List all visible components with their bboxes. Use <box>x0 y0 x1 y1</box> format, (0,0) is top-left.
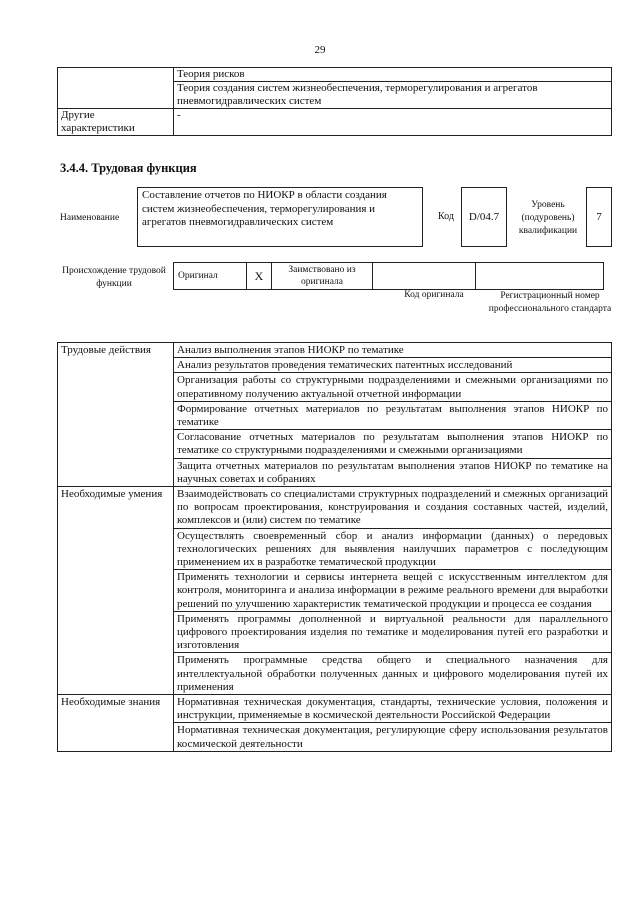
function-details-table <box>57 342 612 752</box>
name-label: Наименование <box>60 213 120 223</box>
table-cell: Анализ выполнения этапов НИОКР по тематике <box>174 343 612 358</box>
origin-borrowed: Заимствовано из оригинала <box>272 263 373 290</box>
table-cell: Применять технологии и сервисы интернета вещей с искусственным интеллектом для контроля, мониторинга и анализа информации в режиме реального времени для выработки решений по улучшению характеристик тематической продукции и процесса ее создания <box>174 570 612 612</box>
origin-label: Происхождение трудовой функции <box>62 266 166 289</box>
origin-mark: X <box>247 263 272 290</box>
original-code-cell <box>373 263 476 290</box>
section-title: 3.4.4. Трудовая функция <box>60 161 197 175</box>
table-row <box>58 68 612 82</box>
table-row <box>58 109 612 136</box>
table-cell: Нормативная техническая документация, регулирующие сферу использования результатов космической деятельности <box>174 723 612 751</box>
table-cell: Теория создания систем жизнеобеспечения, терморегулирования и агрегатов пневмогидравлических систем <box>174 82 612 109</box>
origin-table <box>173 262 604 290</box>
table-row <box>174 263 604 290</box>
table-cell: Анализ результатов проведения тематических патентных исследований <box>174 358 612 373</box>
code-value: D/04.7 <box>461 187 507 247</box>
table-cell: Нормативная техническая документация, стандарты, технические условия, положения и инструкции, применяемые в космической деятельности Российской Федерации <box>174 695 612 723</box>
name-value: Составление отчетов по НИОКР в области создания систем жизнеобеспечения, терморегулирования и агрегатов пневмогидравлических систем <box>137 187 423 247</box>
category-cell: Другие характеристики <box>58 109 174 136</box>
category-cell <box>58 68 174 109</box>
level-label: Уровень (подуровень) квалификации <box>518 200 578 236</box>
table-cell: Формирование отчетных материалов по результатам выполнения этапов НИОКР по тематике <box>174 401 612 429</box>
table-cell: Осуществлять своевременный сбор и анализ информации (данных) о передовых технологических решениях для выявления наилучших параметров с последующим применением их в разработке тематической продукции <box>174 528 612 570</box>
table-cell: Организация работы со структурными подразделениями и смежными организациями по оперативному получению актуальной отчетной информации <box>174 373 612 401</box>
code-label: Код <box>438 211 454 222</box>
page-number: 29 <box>314 44 326 56</box>
registration-number-label: Регистрационный номер профессионального стандарта <box>488 291 612 314</box>
registration-number-cell <box>476 263 604 290</box>
level-value: 7 <box>586 187 612 247</box>
original-code-label: Код оригинала <box>404 290 464 300</box>
previous-function-table <box>57 67 612 136</box>
table-row <box>58 487 612 529</box>
table-row <box>58 343 612 358</box>
origin-original: Оригинал <box>174 263 247 290</box>
table-cell: Согласование отчетных материалов по результатам выполнения этапов НИОКР по тематике со структурными подразделениями и смежными организациями <box>174 430 612 458</box>
category-cell: Необходимые умения <box>58 487 174 695</box>
table-cell: Применять программы дополненной и виртуальной реальности для параллельного цифрового проектирования изделия по тематике и моделирования путей его разработки и изготовления <box>174 611 612 653</box>
table-cell: Применять программные средства общего и специального назначения для интеллектуальной обработки полученных данных и цифрового моделирования путей их применения <box>174 653 612 695</box>
table-cell: Теория рисков <box>174 68 612 82</box>
category-cell: Трудовые действия <box>58 343 174 487</box>
table-cell: Защита отчетных материалов по результатам выполнения этапов НИОКР по тематике на научных советах и собраниях <box>174 458 612 486</box>
category-cell: Необходимые знания <box>58 695 174 752</box>
table-cell: - <box>174 109 612 136</box>
table-cell: Взаимодействовать со специалистами структурных подразделений и смежных организаций по вопросам проектирования, конструирования и создания составных частей, изделий, комплексов и (или) систем по тематике <box>174 487 612 529</box>
table-row <box>58 695 612 723</box>
